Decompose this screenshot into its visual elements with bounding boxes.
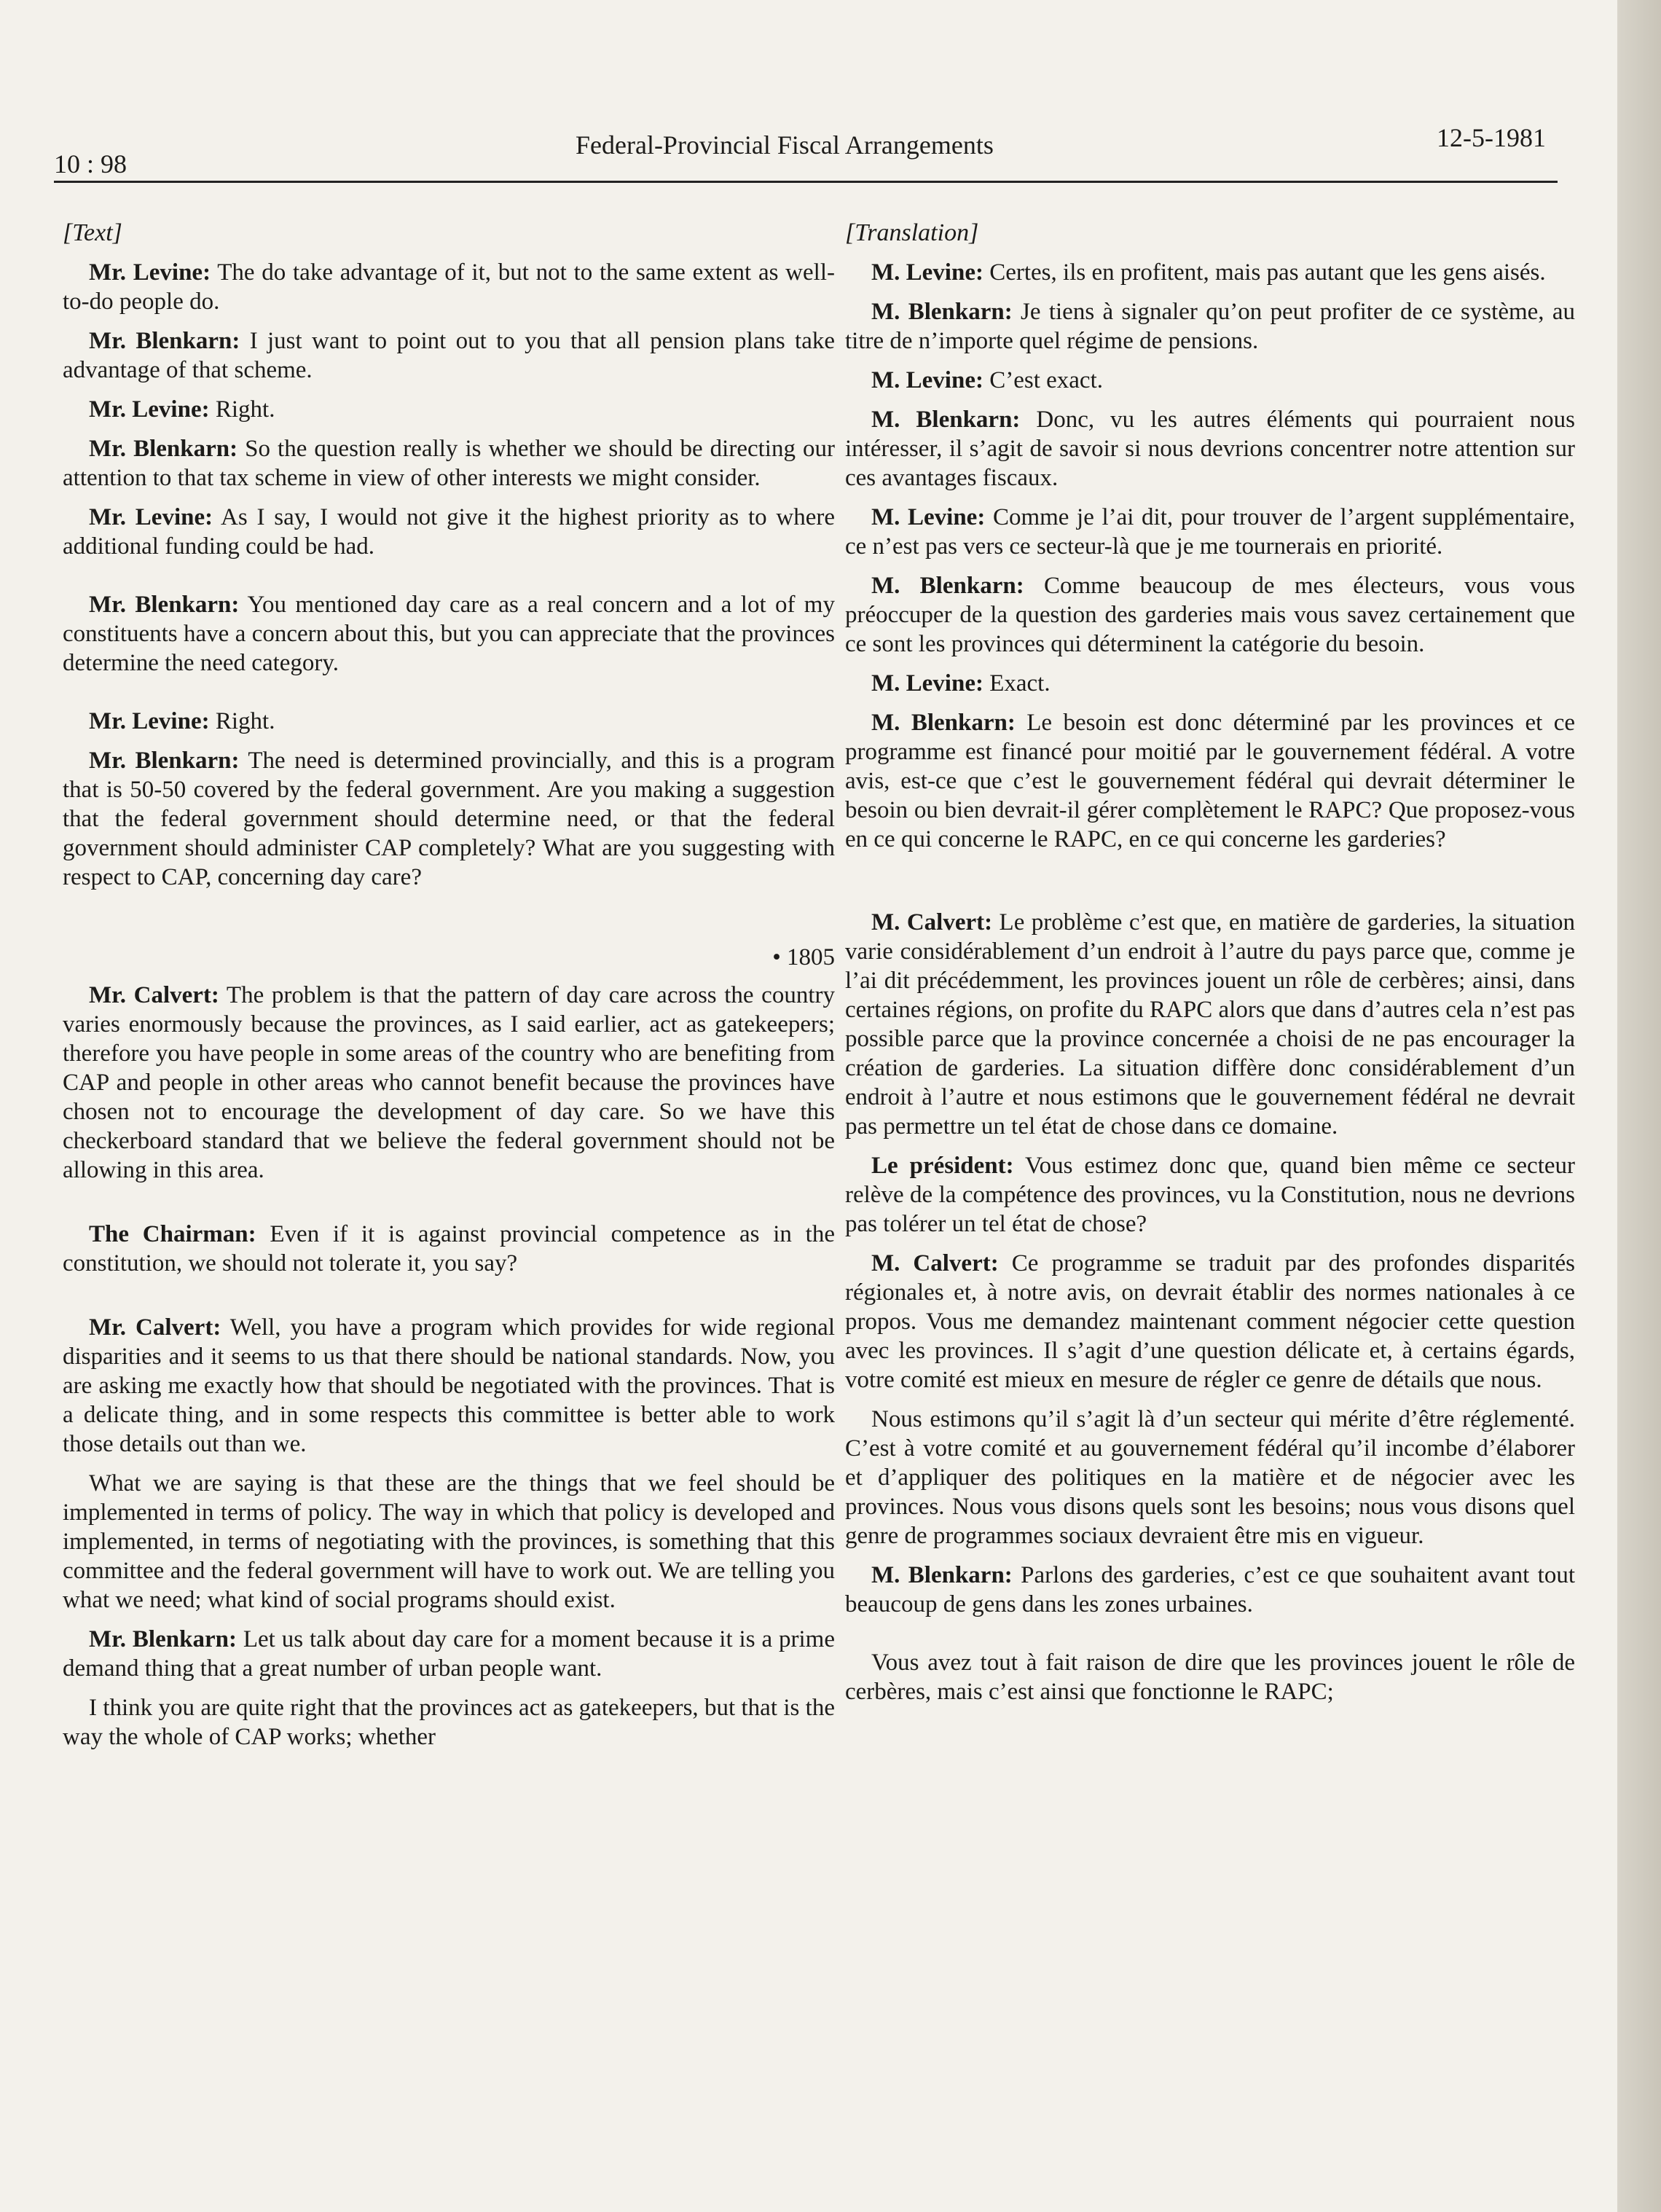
speech: The do take advantage of it, but not to the same extent as well-to-do people do. bbox=[63, 259, 835, 315]
speaker: Mr. Blenkarn: bbox=[89, 328, 240, 354]
paragraph bbox=[845, 1151, 1575, 1239]
speech: Even if it is against provincial competence as in the constitution, we should not tolerate it, you say? bbox=[63, 1221, 835, 1276]
paragraph bbox=[845, 1405, 1575, 1550]
paragraph bbox=[63, 326, 835, 385]
paragraph bbox=[845, 1561, 1575, 1619]
speech: Parlons des garderies, c’est ce que souhaitent avant tout beaucoup de gens dans les zones urbaines. bbox=[845, 1562, 1575, 1617]
paragraph bbox=[63, 503, 835, 561]
speaker: Le président: bbox=[871, 1153, 1014, 1179]
english-column bbox=[63, 219, 835, 1762]
speaker: Mr. Calvert: bbox=[89, 982, 219, 1008]
speaker: M. Blenkarn: bbox=[871, 573, 1024, 599]
speech: Right. bbox=[209, 396, 275, 423]
paragraph bbox=[845, 366, 1575, 395]
speech: Certes, ils en profitent, mais pas autant que les gens aisés. bbox=[983, 259, 1546, 286]
speech: You mentioned day care as a real concern and a lot of my constituents have a concern about this, but you can appreciate that the provinces determine the need category. bbox=[63, 592, 835, 676]
paragraph bbox=[845, 1648, 1575, 1706]
speech: Le besoin est donc déterminé par les provinces et ce programme est financé pour moitié par le gouvernement fédéral. A votre avis, est-ce que c’est le gouvernement fédéral qui devrait déterminer le besoin ou bien devrait-il gérer complètement le RAPC? Que proposez-vous en ce qui concerne le RAPC, en ce qui concerne les garderies? bbox=[845, 710, 1575, 852]
paragraph bbox=[845, 405, 1575, 493]
speaker: Mr. Blenkarn: bbox=[89, 592, 240, 618]
page-number: 10 : 98 bbox=[54, 149, 127, 179]
speaker: Mr. Blenkarn: bbox=[89, 1626, 237, 1652]
speaker: M. Levine: bbox=[871, 259, 983, 286]
paragraph bbox=[63, 1625, 835, 1683]
speech: What we are saying is that these are the things that we feel should be implemented in terms of policy. The way in which that policy is developed and implemented, in terms of negotiating with the provinces, is something that this committee and the federal government will have to work out. We are telling you what we need; what kind of social programs should exist. bbox=[63, 1470, 835, 1613]
header-rule bbox=[54, 181, 1558, 183]
speaker: M. Calvert: bbox=[871, 1250, 999, 1276]
running-title: Federal-Provincial Fiscal Arrangements bbox=[576, 130, 994, 160]
paragraph bbox=[63, 981, 835, 1185]
speaker: M. Blenkarn: bbox=[871, 299, 1013, 325]
paragraph bbox=[845, 297, 1575, 356]
paragraph bbox=[845, 669, 1575, 698]
speech: Let us talk about day care for a moment because it is a prime demand thing that a great number of urban people want. bbox=[63, 1626, 835, 1682]
paragraph bbox=[845, 258, 1575, 287]
speech: Comme beaucoup de mes électeurs, vous vous préoccuper de la question des garderies mais vous savez certainement que ce sont les provinces qui déterminent la catégorie du besoin. bbox=[845, 573, 1575, 657]
speech: Comme je l’ai dit, pour trouver de l’argent supplémentaire, ce n’est pas vers ce secteur-là que je me tournerais en priorité. bbox=[845, 504, 1575, 560]
paragraph bbox=[63, 590, 835, 678]
speech: Ce programme se traduit par des profondes disparités régionales et, à notre avis, on devrait établir des normes nationales à ce propos. Vous me demandez maintenant comment négocier cette question avec les provinces. Il s’agit d’une question délicate et, à certains égards, votre comité est mieux en mesure de régler ce genre de détails que nous. bbox=[845, 1250, 1576, 1393]
paragraph bbox=[63, 434, 835, 493]
speech: Donc, vu les autres éléments qui pourraient nous intéresser, il s’agit de savoir si nous devrions concentrer notre attention sur ces avantages fiscaux. bbox=[845, 407, 1575, 491]
paragraph bbox=[845, 503, 1575, 561]
paragraph bbox=[845, 908, 1575, 1141]
speech: Vous avez tout à fait raison de dire que les provinces jouent le rôle de cerbères, mais c’est ainsi que fonctionne le RAPC; bbox=[845, 1650, 1575, 1705]
speaker: Mr. Blenkarn: bbox=[89, 436, 238, 462]
paragraph bbox=[63, 707, 835, 736]
time-marker: • 1805 bbox=[772, 944, 835, 970]
speaker: M. Levine: bbox=[871, 504, 986, 530]
speaker: M. Blenkarn: bbox=[871, 1562, 1013, 1588]
speech: I think you are quite right that the provinces act as gatekeepers, but that is the way the whole of CAP works; whether bbox=[63, 1695, 835, 1750]
speaker: M. Blenkarn: bbox=[871, 407, 1021, 433]
paragraph bbox=[63, 1220, 835, 1278]
speaker: Mr. Blenkarn: bbox=[89, 748, 240, 774]
speech: I just want to point out to you that all pension plans take advantage of that scheme. bbox=[63, 328, 836, 383]
translation-label: [Translation] bbox=[845, 219, 979, 246]
speech: Right. bbox=[209, 708, 275, 734]
paragraph bbox=[845, 571, 1575, 659]
speaker: M. Levine: bbox=[871, 367, 983, 393]
speech: So the question really is whether we should be directing our attention to that tax scheme in view of other interests we might consider. bbox=[63, 436, 835, 491]
speaker: The Chairman: bbox=[89, 1221, 256, 1247]
paragraph bbox=[63, 258, 835, 316]
speaker: Mr. Levine: bbox=[89, 504, 213, 530]
speech: Nous estimons qu’il s’agit là d’un secteur qui mérite d’être réglementé. C’est à votre comité et au gouvernement fédéral qu’il incombe d’élaborer et d’appliquer des politiques en la matière et de négocier avec les provinces. Nous vous disons quels sont les besoins; nous vous disons quel genre de programmes sociaux devraient être mis en vigueur. bbox=[845, 1406, 1575, 1549]
paragraph bbox=[63, 395, 835, 424]
speech: Well, you have a program which provides for wide regional disparities and it seems to us that there should be national standards. Now, you are asking me exactly how that should be negotiated with the provinces. That is a delicate thing, and in some respects this committee is better able to work those details out than we. bbox=[63, 1314, 836, 1457]
speech: Exact. bbox=[983, 670, 1051, 697]
speech: The need is determined provincially, and this is a program that is 50-50 covered by the federal government. Are you making a suggestion that the federal government should determine need, or that the federal government should administer CAP completely? What are you suggesting with respect to CAP, concerning day care? bbox=[63, 748, 835, 890]
page-edge-shadow bbox=[1617, 0, 1661, 2212]
paragraph bbox=[63, 1313, 835, 1459]
speaker: Mr. Calvert: bbox=[89, 1314, 221, 1341]
speech: Je tiens à signaler qu’on peut profiter de ce système, au titre de n’importe quel régime de pensions. bbox=[845, 299, 1575, 354]
paragraph bbox=[63, 1693, 835, 1752]
speaker: Mr. Levine: bbox=[89, 708, 210, 734]
speaker: M. Calvert: bbox=[871, 909, 993, 936]
column-spacer bbox=[845, 864, 1575, 908]
paragraph bbox=[845, 1249, 1575, 1395]
speech: As I say, I would not give it the highest priority as to where additional funding could be had. bbox=[63, 504, 835, 560]
speaker: Mr. Levine: bbox=[89, 259, 211, 286]
speech: Le problème c’est que, en matière de garderies, la situation varie considérablement d’un endroit à l’autre du pays parce que, comme je l’ai dit précédemment, les provinces jouent un rôle de cerbères; ainsi, dans certaines régions, on profite du RAPC alors que dans d’autres cela n’est pas possible parce que la province concernée a choisi de ne pas encourager la création de garderies. La situation diffère donc considérablement d’un endroit à l’autre et nous estimons que le gouvernement fédéral ne devrait pas permettre un tel état de chose dans ce domaine. bbox=[845, 909, 1575, 1140]
speaker: Mr. Levine: bbox=[89, 396, 210, 423]
speech: The problem is that the pattern of day care across the country varies enormously because the provinces, as I said earlier, act as gatekeepers; therefore you have people in some areas of the country who are benefiting from CAP and people in other areas who cannot benefit because the provinces have chosen not to encourage the development of day care. So we have this checkerboard standard that we believe the federal government should not be allowing in this area. bbox=[63, 982, 835, 1183]
speech: C’est exact. bbox=[983, 367, 1103, 393]
paragraph bbox=[845, 708, 1575, 854]
speaker: M. Levine: bbox=[871, 670, 983, 697]
speech: Vous estimez donc que, quand bien même ce secteur relève de la compétence des provinces, vu la Constitution, nous ne devrions pas tolérer un tel état de chose? bbox=[845, 1153, 1575, 1237]
paragraph bbox=[63, 1469, 835, 1615]
text-label: [Text] bbox=[63, 219, 122, 246]
page-date: 12-5-1981 bbox=[1437, 123, 1546, 152]
speaker: M. Blenkarn: bbox=[871, 710, 1016, 736]
paragraph bbox=[63, 746, 835, 892]
french-column bbox=[845, 219, 1575, 1717]
